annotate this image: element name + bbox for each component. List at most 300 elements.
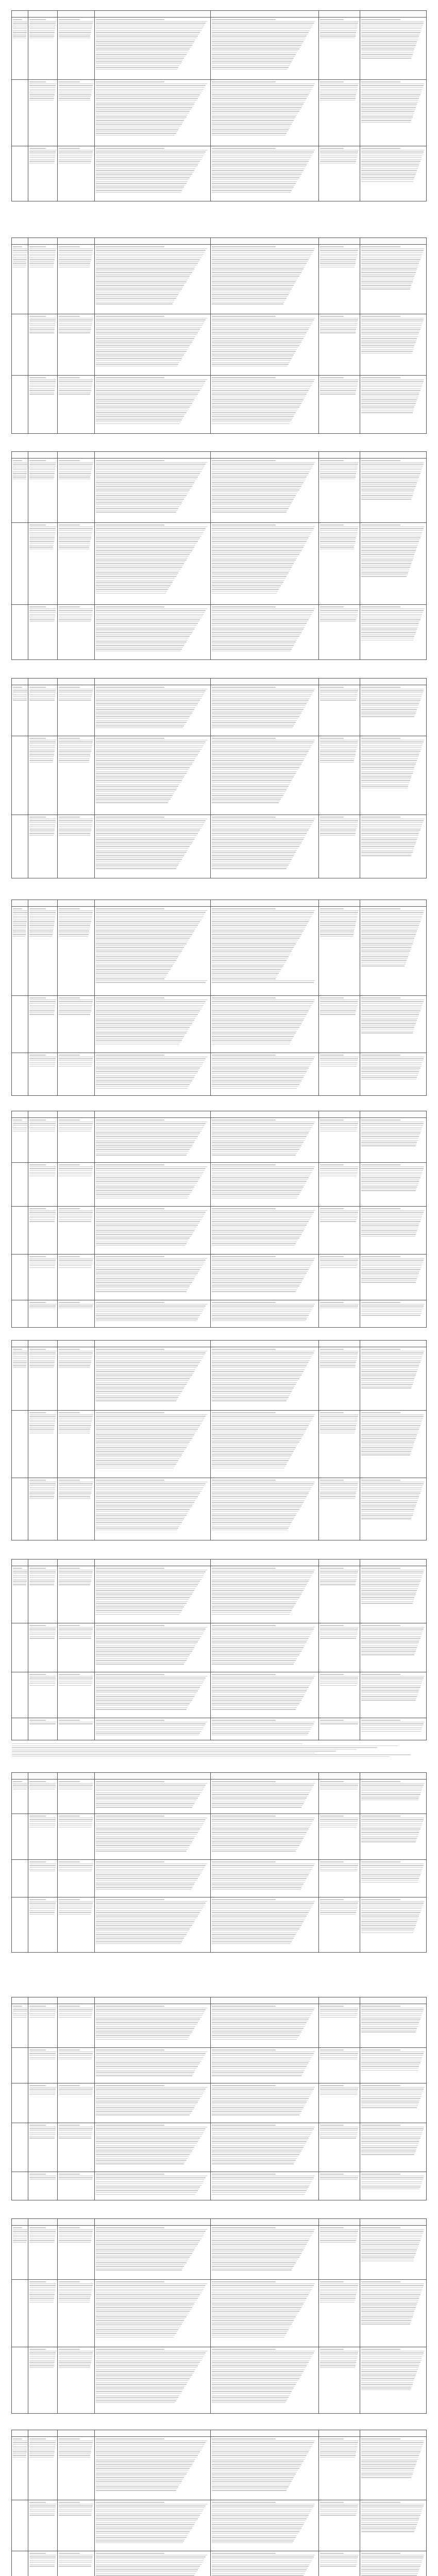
text-line	[320, 1636, 357, 1637]
text-line	[13, 923, 26, 924]
text-line	[96, 107, 192, 108]
text-line	[212, 778, 293, 779]
text-line	[29, 528, 56, 529]
table-cell	[360, 2500, 427, 2551]
table-cell	[94, 1672, 210, 1718]
text-line	[212, 61, 292, 62]
text-line	[212, 921, 309, 922]
text-line	[59, 2354, 93, 2355]
text-line	[13, 694, 27, 695]
text-line	[212, 2011, 313, 2012]
text-line	[361, 1358, 422, 1359]
document-page	[0, 229, 438, 428]
text-line	[320, 1821, 358, 1822]
table-row	[12, 1672, 427, 1718]
text-line	[29, 2017, 55, 2018]
text-line	[59, 1367, 90, 1368]
text-line	[96, 471, 201, 472]
text-line	[212, 2064, 308, 2065]
text-line	[29, 2358, 55, 2359]
text-line	[59, 1677, 93, 1678]
text-line	[96, 2365, 198, 2366]
text-lines-placeholder	[211, 246, 317, 304]
text-line	[59, 1062, 92, 1063]
text-line	[212, 484, 302, 485]
text-line	[96, 63, 181, 64]
text-line	[96, 692, 205, 693]
text-line	[361, 1511, 414, 1512]
text-line	[29, 2240, 55, 2241]
table-header-cell	[12, 679, 28, 685]
text-line	[29, 1821, 56, 1822]
text-line	[212, 743, 313, 744]
text-line	[13, 19, 22, 20]
text-lines-placeholder	[319, 1720, 360, 1724]
text-line	[212, 857, 293, 858]
table-header-cell	[211, 679, 318, 685]
text-line	[212, 1086, 298, 1087]
text-lines-placeholder	[361, 1899, 426, 1933]
text-line	[29, 1577, 55, 1578]
table-row	[12, 1053, 427, 1096]
text-line	[59, 471, 92, 472]
text-line	[361, 1834, 418, 1835]
text-lines-placeholder	[58, 1568, 94, 1585]
text-line	[212, 510, 287, 511]
text-lines-placeholder	[319, 316, 360, 333]
text-line	[361, 19, 400, 20]
text-line	[212, 565, 293, 566]
text-line	[212, 2242, 308, 2243]
table-cell	[28, 146, 57, 201]
text-line	[361, 261, 419, 262]
text-line	[212, 1518, 294, 1519]
text-line	[96, 619, 200, 620]
text-line	[59, 1352, 93, 1353]
text-line	[212, 1449, 295, 1450]
text-line	[361, 1867, 423, 1868]
text-line	[59, 259, 91, 260]
text-line	[96, 643, 185, 644]
text-line	[212, 1500, 304, 1501]
text-line	[212, 65, 290, 66]
text-line	[212, 1694, 304, 1695]
table-row	[12, 2347, 427, 2414]
evaluation-table	[11, 900, 427, 1096]
text-line	[212, 1219, 310, 1220]
text-line	[29, 2446, 55, 2447]
text-line	[96, 1908, 203, 1909]
text-line	[212, 1423, 310, 1424]
text-line	[361, 1449, 412, 1450]
text-line	[212, 2378, 299, 2379]
table-cell	[94, 2226, 210, 2280]
text-line	[96, 2130, 205, 2131]
text-line	[212, 2473, 296, 2474]
text-line	[29, 1005, 55, 1006]
text-line	[96, 504, 181, 505]
text-line	[96, 489, 190, 490]
table-cell	[94, 996, 210, 1053]
text-line	[96, 1454, 182, 1455]
text-line	[212, 1434, 303, 1435]
text-line	[361, 259, 420, 260]
text-line	[212, 2535, 297, 2536]
text-line	[96, 1380, 189, 1381]
text-line	[361, 1821, 423, 1822]
table-cell	[211, 685, 318, 736]
text-line	[96, 1575, 204, 1576]
text-line	[59, 537, 91, 538]
text-line	[59, 1781, 80, 1782]
text-line	[212, 261, 308, 262]
table-cell	[211, 146, 318, 201]
text-line	[212, 745, 312, 746]
table-header-row	[12, 238, 427, 245]
text-line	[320, 2507, 358, 2508]
text-line	[13, 21, 27, 22]
text-line	[13, 2442, 27, 2443]
text-line	[361, 2360, 421, 2361]
table-row	[12, 1478, 427, 1540]
table-cell	[211, 1672, 318, 1718]
text-line	[212, 2181, 312, 2182]
text-line	[212, 1685, 310, 1686]
table-cell	[94, 2500, 210, 2551]
text-line	[361, 1698, 416, 1699]
text-line	[320, 1783, 359, 1784]
text-line	[320, 1579, 357, 1580]
evaluation-table	[11, 1340, 427, 1540]
text-line	[59, 741, 93, 742]
table-row	[12, 1718, 427, 1740]
table-cell	[318, 907, 360, 996]
text-line	[212, 151, 314, 152]
text-line	[361, 844, 415, 845]
text-line	[96, 1511, 189, 1512]
text-line	[212, 1641, 307, 1642]
text-line	[96, 2307, 192, 2308]
text-line	[212, 1863, 315, 1864]
table-cell	[12, 2123, 28, 2172]
text-line	[212, 274, 300, 275]
text-line	[59, 2558, 93, 2559]
table-cell	[360, 1478, 427, 1540]
text-line	[212, 1060, 313, 1061]
text-line	[361, 349, 413, 350]
text-line	[320, 1123, 358, 1124]
text-line	[361, 921, 420, 922]
text-line	[96, 21, 207, 22]
text-line	[96, 778, 183, 779]
text-line	[320, 1781, 344, 1782]
text-line	[212, 1887, 301, 1888]
table-cell	[94, 146, 210, 201]
table-cell	[94, 2437, 210, 2500]
text-line	[212, 550, 301, 551]
text-line	[96, 943, 187, 944]
text-lines-placeholder	[319, 1480, 360, 1499]
text-line	[212, 2236, 311, 2237]
text-lines-placeholder	[29, 2553, 56, 2566]
text-line	[96, 769, 189, 770]
text-lines-placeholder	[319, 1055, 360, 1066]
table-cell	[12, 1478, 28, 1540]
text-line	[96, 1573, 205, 1574]
text-line	[59, 690, 93, 691]
table-cell	[94, 907, 210, 996]
text-line	[361, 2378, 414, 2379]
text-line	[96, 837, 195, 838]
text-line	[13, 698, 27, 699]
table-cell	[12, 1411, 28, 1478]
text-line	[320, 388, 357, 389]
text-line	[361, 1425, 420, 1426]
text-line	[361, 1923, 416, 1924]
text-line	[96, 1526, 179, 1527]
table-cell	[94, 2347, 210, 2414]
text-line	[361, 741, 424, 742]
text-line	[320, 1003, 358, 1004]
text-line	[96, 1836, 195, 1837]
text-line	[212, 116, 296, 117]
text-line	[361, 848, 414, 849]
table-cell	[318, 2172, 360, 2200]
text-line	[29, 610, 56, 611]
text-line	[361, 1060, 423, 1061]
text-line	[361, 321, 423, 322]
evaluation-table	[11, 1997, 427, 2200]
text-line	[96, 1662, 185, 1663]
table-header-cell	[211, 238, 318, 245]
table-cell	[28, 1814, 57, 1860]
text-line	[212, 2037, 298, 2038]
text-line	[96, 543, 197, 544]
text-line	[212, 19, 276, 20]
text-line	[212, 2389, 293, 2390]
text-line	[212, 34, 308, 35]
table-cell	[318, 459, 360, 523]
text-line	[96, 118, 185, 119]
text-line	[96, 1727, 204, 1728]
text-line	[361, 2070, 417, 2071]
text-line	[320, 1221, 357, 1222]
table-cell	[360, 605, 427, 660]
table-cell	[28, 605, 57, 660]
text-line	[361, 401, 416, 402]
text-line	[361, 388, 421, 389]
text-line	[320, 2236, 357, 2237]
text-line	[212, 1287, 298, 1288]
text-line	[320, 1498, 355, 1499]
text-line	[361, 1588, 417, 1589]
text-line	[29, 462, 56, 463]
text-line	[320, 327, 357, 328]
table-cell	[94, 245, 210, 314]
text-line	[212, 621, 308, 622]
text-line	[361, 716, 414, 717]
text-line	[212, 419, 292, 420]
text-lines-placeholder	[29, 738, 56, 762]
text-line	[29, 1354, 56, 1355]
text-line	[29, 1365, 54, 1366]
table-row	[12, 1860, 427, 1897]
table-cell	[360, 736, 427, 815]
text-line	[96, 1313, 201, 1314]
table-cell	[318, 2551, 360, 2576]
text-line	[212, 720, 297, 721]
text-line	[361, 1421, 422, 1422]
text-line	[361, 332, 419, 333]
text-lines-placeholder	[211, 817, 317, 869]
text-line	[361, 780, 410, 781]
text-line	[320, 1908, 357, 1909]
text-line	[212, 489, 299, 490]
text-line	[212, 2136, 310, 2137]
text-line	[320, 246, 344, 247]
text-line	[212, 89, 312, 90]
table-header-cell	[94, 2219, 210, 2226]
text-line	[212, 727, 293, 728]
text-line	[59, 2229, 93, 2230]
text-line	[320, 1423, 357, 1424]
text-line	[320, 610, 358, 611]
text-line	[96, 754, 198, 755]
text-line	[212, 2035, 299, 2036]
text-line	[320, 1425, 357, 1426]
text-line	[96, 1280, 193, 1281]
text-line	[96, 1513, 188, 1514]
text-line	[361, 2296, 419, 2297]
table-header-cell	[318, 2219, 360, 2226]
text-line	[212, 576, 286, 577]
text-line	[212, 2486, 289, 2487]
text-line	[361, 1221, 420, 1222]
text-line	[361, 1373, 416, 1374]
table-cell	[94, 1860, 210, 1897]
text-line	[320, 2360, 357, 2361]
text-line	[212, 347, 298, 348]
text-line	[59, 1127, 92, 1128]
text-line	[96, 1921, 194, 1922]
text-line	[212, 1436, 302, 1437]
table-cell	[360, 1623, 427, 1672]
text-line	[361, 2466, 415, 2467]
text-line	[59, 1910, 92, 1911]
table-row	[12, 2172, 427, 2200]
text-lines-placeholder	[211, 1120, 317, 1155]
evaluation-table	[11, 1111, 427, 1328]
text-line	[96, 254, 204, 255]
text-line	[320, 2227, 344, 2228]
text-line	[96, 2535, 188, 2536]
text-line	[361, 159, 421, 160]
text-line	[320, 1487, 358, 1488]
text-line	[59, 745, 92, 746]
text-lines-placeholder	[95, 1256, 210, 1292]
text-line	[361, 2294, 420, 2295]
text-line	[361, 771, 413, 772]
text-line	[96, 2367, 197, 2368]
text-line	[96, 1692, 197, 1693]
text-line	[361, 2242, 419, 2243]
text-line	[212, 406, 299, 407]
text-line	[59, 1012, 91, 1013]
text-line	[320, 1584, 356, 1585]
text-line	[96, 1899, 164, 1900]
text-line	[361, 254, 422, 255]
text-line	[212, 1382, 297, 1383]
text-line	[212, 1930, 298, 1931]
text-line	[212, 354, 294, 355]
text-line	[361, 833, 419, 834]
table-header-cell	[12, 2430, 28, 2437]
text-line	[29, 537, 55, 538]
text-line	[361, 1790, 422, 1791]
text-line	[212, 1127, 312, 1128]
text-line	[59, 921, 91, 922]
text-line	[59, 692, 93, 693]
text-lines-placeholder	[361, 1349, 426, 1388]
text-line	[212, 2154, 299, 2155]
text-line	[320, 2444, 358, 2445]
table-header-cell	[360, 452, 427, 459]
text-line	[29, 1058, 56, 1059]
table-header-cell	[57, 679, 94, 685]
table-cell	[28, 1623, 57, 1672]
text-line	[212, 2281, 276, 2282]
text-line	[361, 1073, 418, 1074]
text-lines-placeholder	[211, 148, 317, 193]
text-line	[96, 1792, 201, 1793]
text-line	[96, 848, 189, 849]
table-cell	[28, 1411, 57, 1478]
text-line	[320, 1365, 356, 1366]
table-cell	[318, 815, 360, 878]
text-line	[29, 151, 56, 152]
text-line	[320, 936, 353, 937]
text-line	[96, 820, 206, 821]
text-line	[212, 1803, 303, 1804]
text-lines-placeholder	[58, 1674, 94, 1686]
text-line	[96, 360, 181, 361]
text-line	[361, 469, 422, 470]
text-line	[96, 325, 203, 326]
text-line	[13, 2009, 27, 2010]
text-line	[212, 1725, 313, 1726]
text-line	[320, 1166, 359, 1167]
text-lines-placeholder	[29, 1055, 56, 1066]
text-line	[96, 2446, 204, 2447]
text-line	[212, 2331, 287, 2332]
text-line	[59, 612, 93, 613]
text-lines-placeholder	[95, 606, 210, 651]
text-line	[96, 2057, 204, 2058]
table-cell	[360, 1897, 427, 1953]
text-line	[212, 2026, 304, 2027]
table-cell	[360, 685, 427, 736]
text-lines-placeholder	[211, 81, 317, 135]
text-line	[361, 1513, 413, 1514]
table-header-row	[12, 2219, 427, 2226]
text-line	[212, 756, 306, 757]
text-line	[96, 2049, 164, 2050]
text-lines-placeholder	[211, 19, 317, 70]
table-row	[12, 1780, 427, 1814]
text-line	[212, 1509, 299, 1510]
table-cell	[94, 1053, 210, 1096]
text-line	[96, 1483, 206, 1484]
